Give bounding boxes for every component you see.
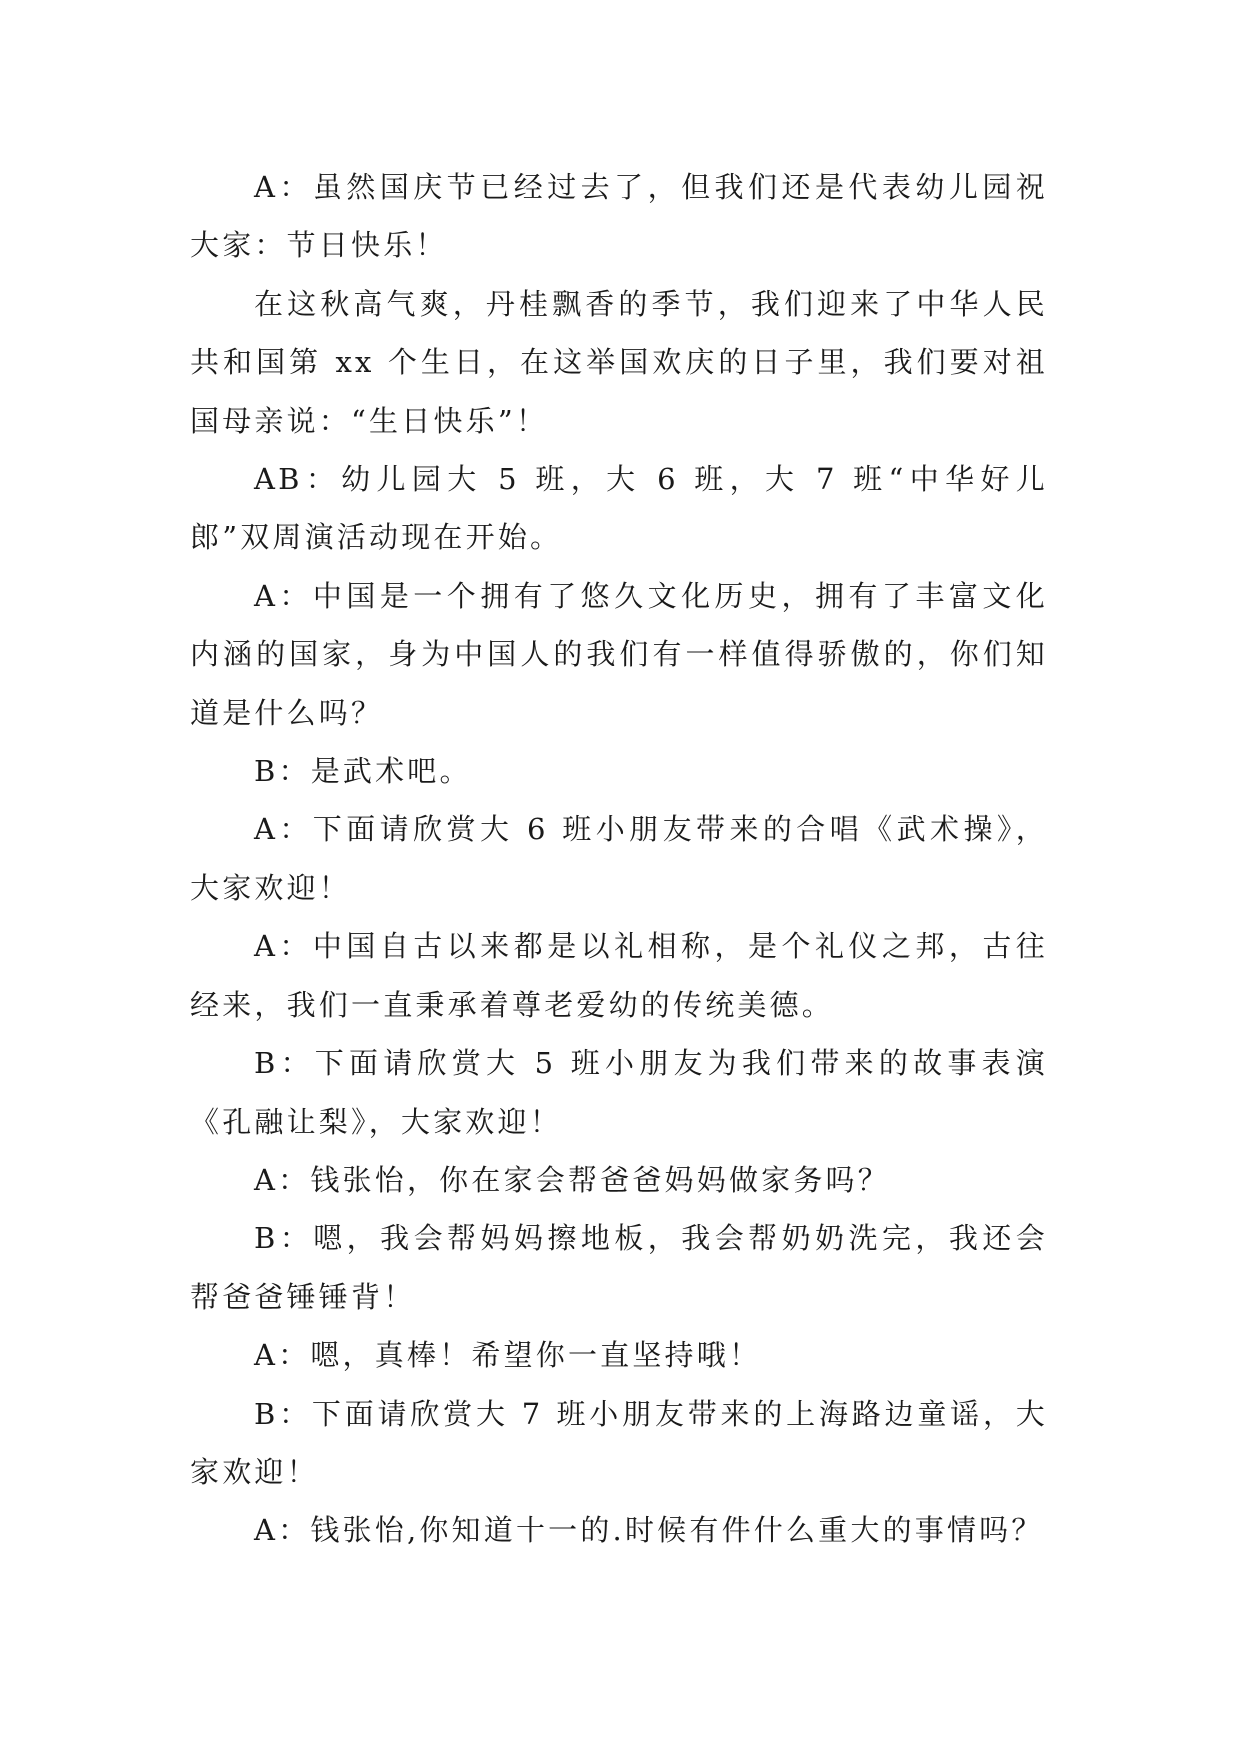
paragraph: A：中国自古以来都是以礼相称，是个礼仪之邦，古往经来，我们一直秉承着尊老爱幼的传统美德。: [190, 929, 1048, 1022]
paragraph: AB：幼儿园大 5 班，大 6 班，大 7 班“中华好儿郎”双周演活动现在开始。: [190, 462, 1048, 555]
paragraph: A：钱张怡，你在家会帮爸爸妈妈做家务吗？: [254, 1162, 890, 1197]
paragraph: 在这秋高气爽，丹桂飘香的季节，我们迎来了中华人民共和国第 xx 个生日，在这举国欢庆的日子里，我们要对祖国母亲说：“生日快乐”！: [190, 286, 1048, 438]
paragraph: A：钱张怡,你知道十一的.时候有件什么重大的事情吗？: [254, 1513, 1044, 1548]
paragraph: A：下面请欣赏大 6 班小朋友带来的合唱《武术操》，大家欢迎！: [190, 812, 1048, 905]
paragraph: A：虽然国庆节已经过去了，但我们还是代表幼儿园祝大家：节日快乐！: [190, 170, 1048, 263]
paragraph: A：嗯，真棒！希望你一直坚持哦！: [254, 1338, 762, 1373]
paragraph: B：嗯，我会帮妈妈擦地板，我会帮奶奶洗完，我还会帮爸爸锤锤背！: [190, 1221, 1048, 1314]
paragraph: B：下面请欣赏大 7 班小朋友带来的上海路边童谣，大家欢迎！: [190, 1396, 1048, 1489]
paragraph: B：是武术吧。: [254, 754, 472, 789]
paragraph: A：中国是一个拥有了悠久文化历史，拥有了丰富文化内涵的国家，身为中国人的我们有一样值得骄傲的，你们知道是什么吗？: [190, 578, 1048, 730]
paragraph: B：下面请欣赏大 5 班小朋友为我们带来的故事表演《孔融让梨》，大家欢迎！: [190, 1046, 1048, 1139]
document-body: [190, 158, 1048, 1560]
